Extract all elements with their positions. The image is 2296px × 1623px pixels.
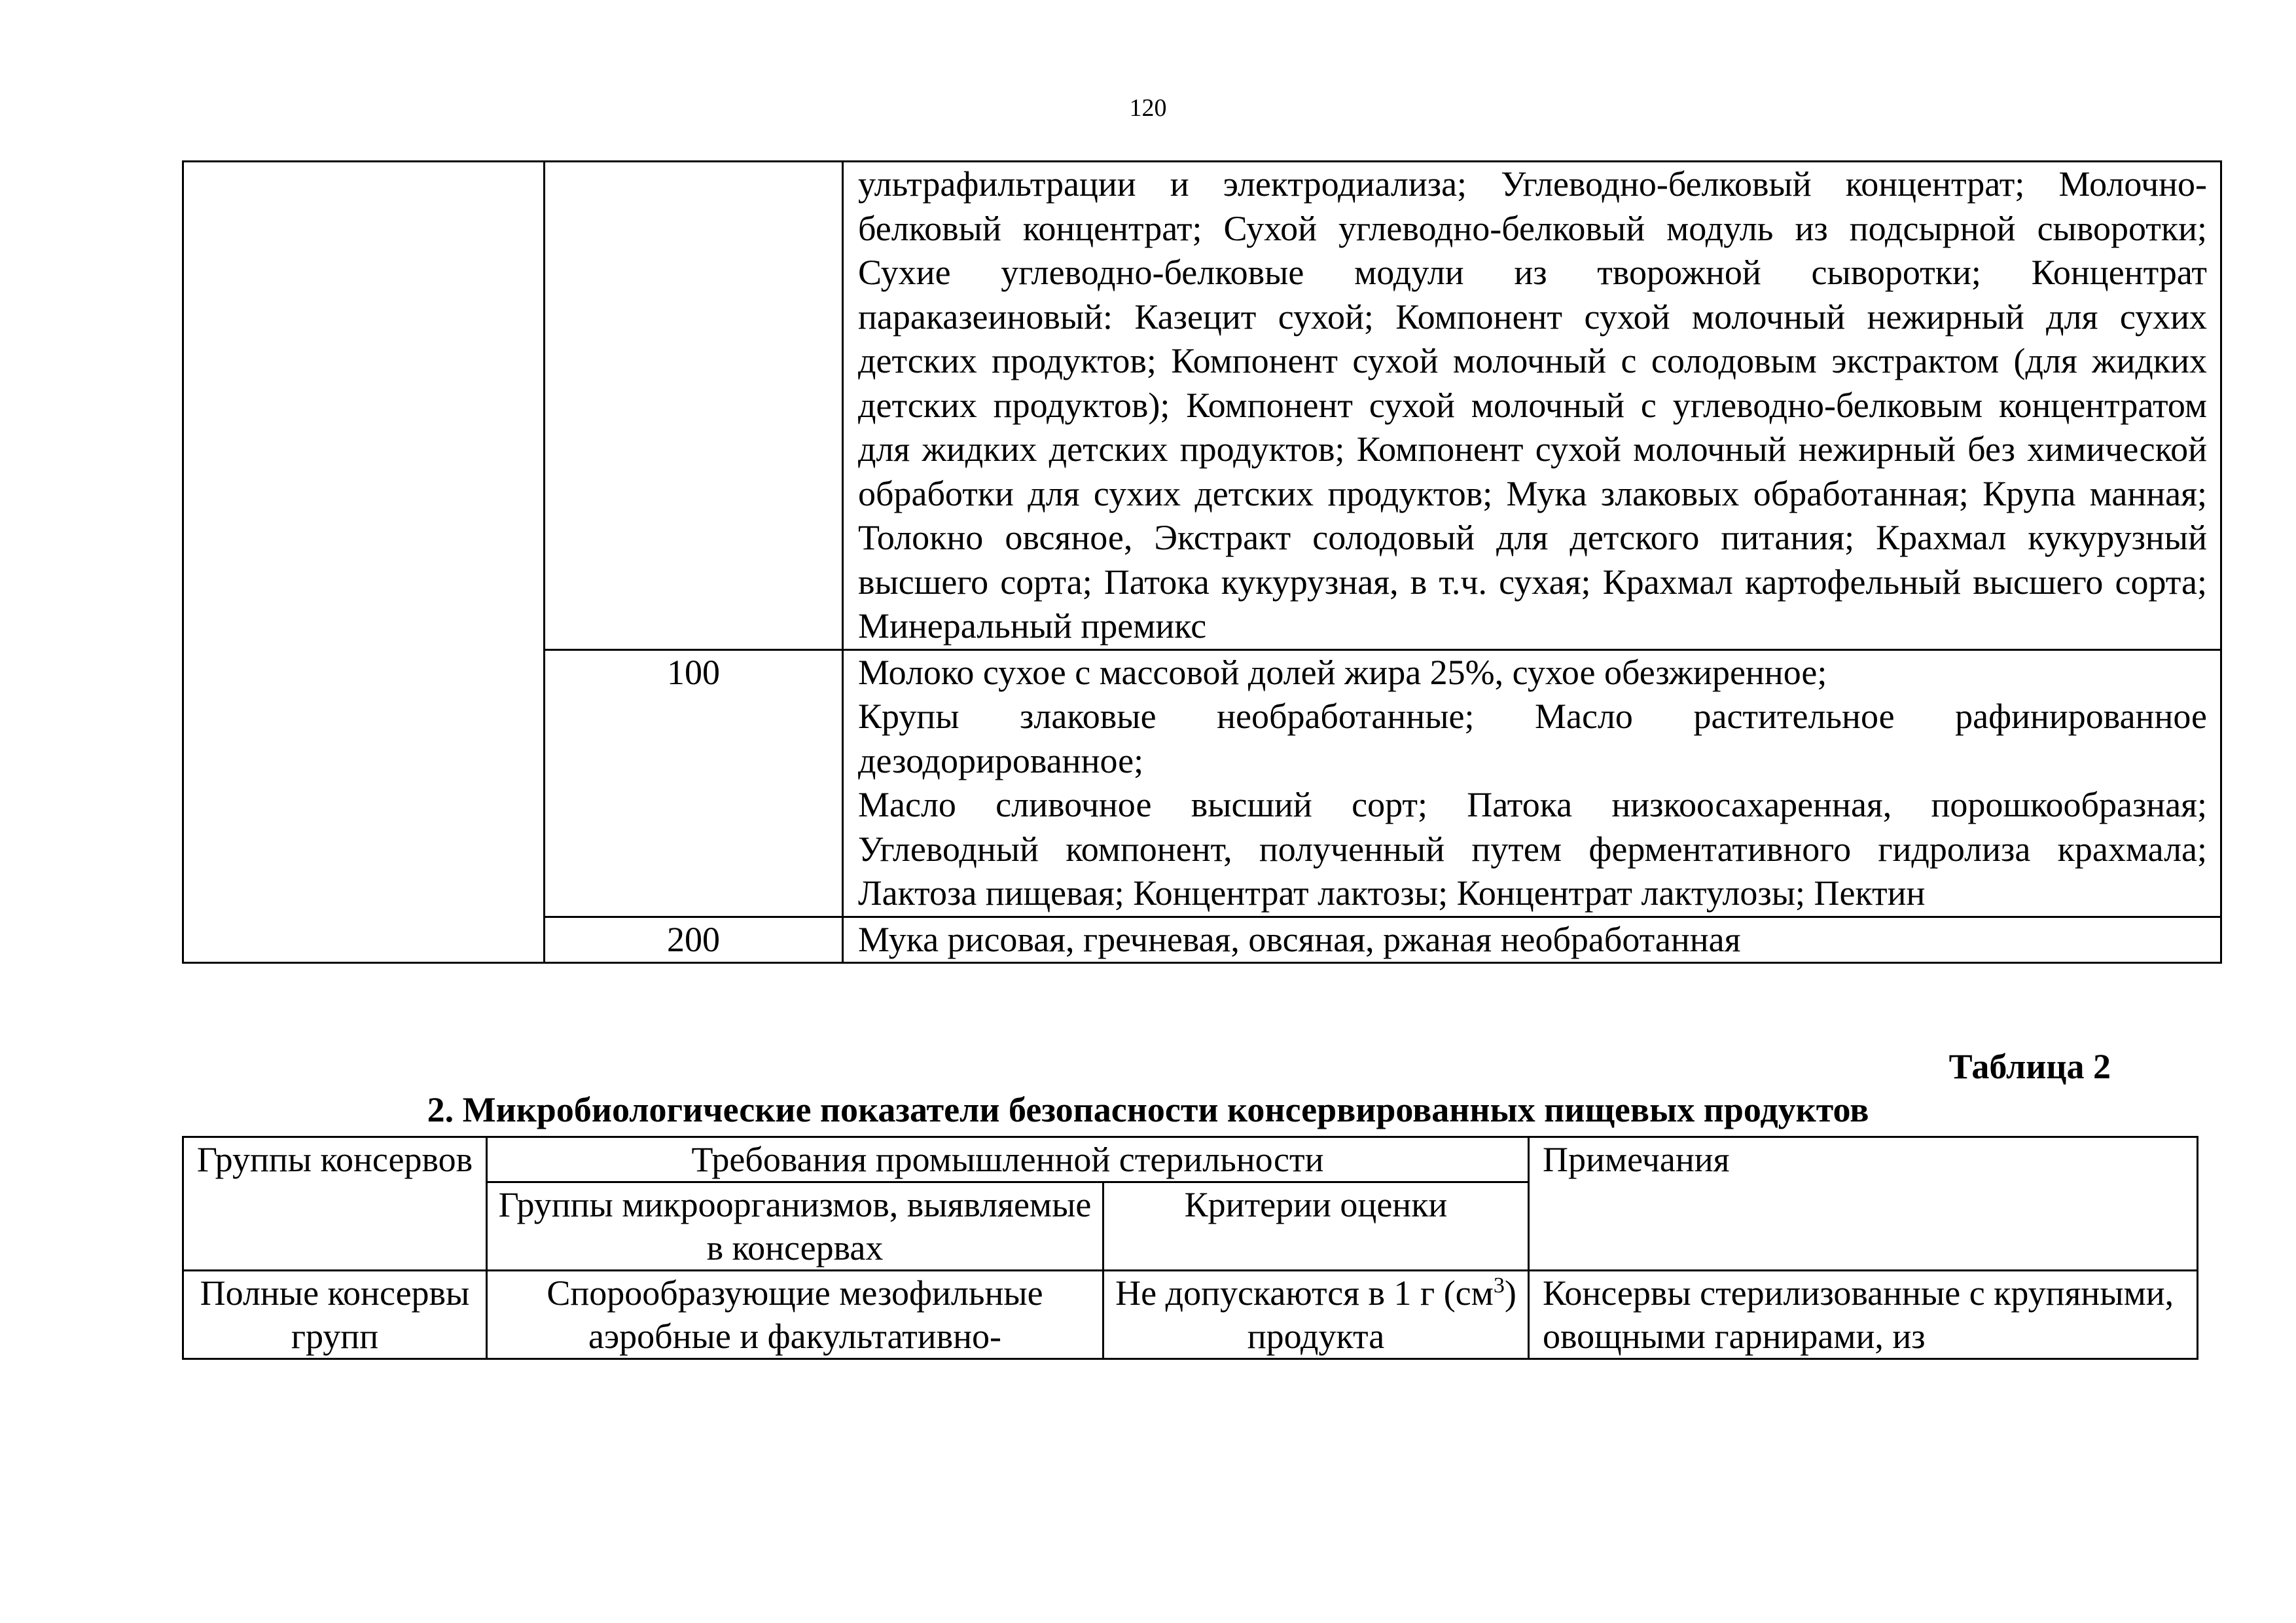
table-cell-value: 100 [545, 649, 843, 917]
header-criteria: Критерии оценки [1103, 1182, 1529, 1271]
header-microorganisms: Группы микроорганизмов, выявляемые в консервах [487, 1182, 1103, 1271]
page-number: 120 [1129, 94, 1167, 122]
microbiology-table [182, 1136, 2198, 1360]
table-cell-value: 200 [545, 917, 843, 963]
table-header-row [183, 1137, 2198, 1182]
table-number-label: Таблица 2 [1948, 1047, 2111, 1086]
table-cell-empty [183, 162, 545, 963]
table-cell-text [843, 917, 2221, 963]
cell-group: Полные консервы групп [183, 1271, 487, 1359]
table-row [183, 1271, 2198, 1359]
criteria-superscript: 3 [1493, 1273, 1505, 1298]
header-requirements: Требования промышленной стерильности [487, 1137, 1529, 1182]
criteria-text-end: ) продукта [1247, 1273, 1516, 1356]
ingredients-table [182, 160, 2222, 964]
cell-criteria [1103, 1271, 1529, 1359]
cell-paragraph: Масло сливочное высший сорт; Патока низкоосахаренная, порошкообразная; Углеводный компонент, полученный путем ферментативного гидролиза крахмала; Лактоза пищевая; Концентрат лактозы; Концентрат лактулозы; Пектин [858, 785, 2207, 913]
table-cell-text [843, 162, 2221, 650]
cell-paragraph: Крупы злаковые необработанные; Масло растительное рафинированное дезодорированное; [858, 697, 2207, 780]
header-groups: Группы консервов [183, 1137, 487, 1271]
table-row [183, 162, 2221, 650]
cell-microorganisms: Спорообразующие мезофильные аэробные и факультативно- [487, 1271, 1103, 1359]
criteria-text-start: Не допускаются в 1 г (см [1115, 1273, 1494, 1313]
table-cell-text [843, 649, 2221, 917]
cell-paragraph: Мука рисовая, гречневая, овсяная, ржаная необработанная [858, 919, 1741, 959]
cell-notes: Консервы стерилизованные с крупяными, овощными гарнирами, из [1529, 1271, 2198, 1359]
table-cell-value [545, 162, 843, 650]
cell-paragraph: ультрафильтрации и электродиализа; Углеводно-белковый концентрат; Молочно-белковый концентрат; Сухой углеводно-белковый модуль из подсырной сыворотки; Сухие углеводно-белковые модули из творожной сыворотки; Концентрат параказеиновый: Казецит сухой; Компонент сухой молочный нежирный для сухих детских продуктов; Компонент сухой молочный с солодовым экстрактом (для жидких детских продуктов); Компонент сухой молочный с углеводно-белковым концентратом для жидких детских продуктов; Компонент сухой молочный нежирный без химической обработки для сухих детских продуктов; Мука злаковых обработанная; Крупа манная; Толокно овсяное, Экстракт солодовый для детского питания; Крахмал кукурузный высшего сорта; Патока кукурузная, в т.ч. сухая; Крахмал картофельный высшего сорта; Минеральный премикс [858, 164, 2207, 646]
cell-paragraph: Молоко сухое с массовой долей жира 25%, сухое обезжиренное; [858, 652, 1827, 692]
header-notes: Примечания [1529, 1137, 2198, 1271]
table-title: 2. Микробиологические показатели безопасности консервированных пищевых продуктов [427, 1090, 1869, 1129]
